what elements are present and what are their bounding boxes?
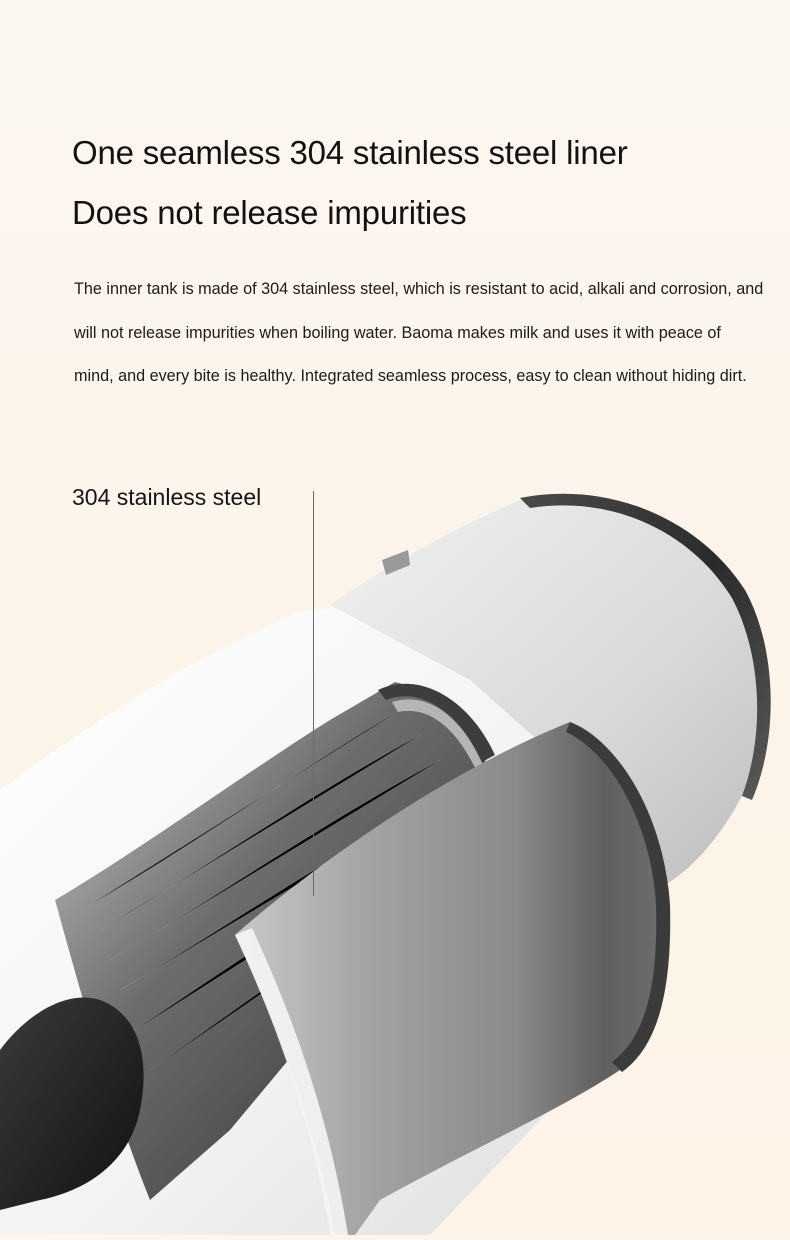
callout-label: 304 stainless steel [72,484,262,510]
product-illustration [0,470,790,1235]
callout-leader-line [313,491,314,896]
headline-line-1: One seamless 304 stainless steel liner [72,134,628,171]
headline-line-2: Does not release impurities [72,194,467,231]
description-text: The inner tank is made of 304 stainless steel, which is resistant to acid, alkali and corrosion, and will not release impurities when boiling water. Baoma makes milk and uses it with peace of mind, and every bite is healthy. Integrated seamless process, easy to clean without hiding dirt. [74,280,764,385]
